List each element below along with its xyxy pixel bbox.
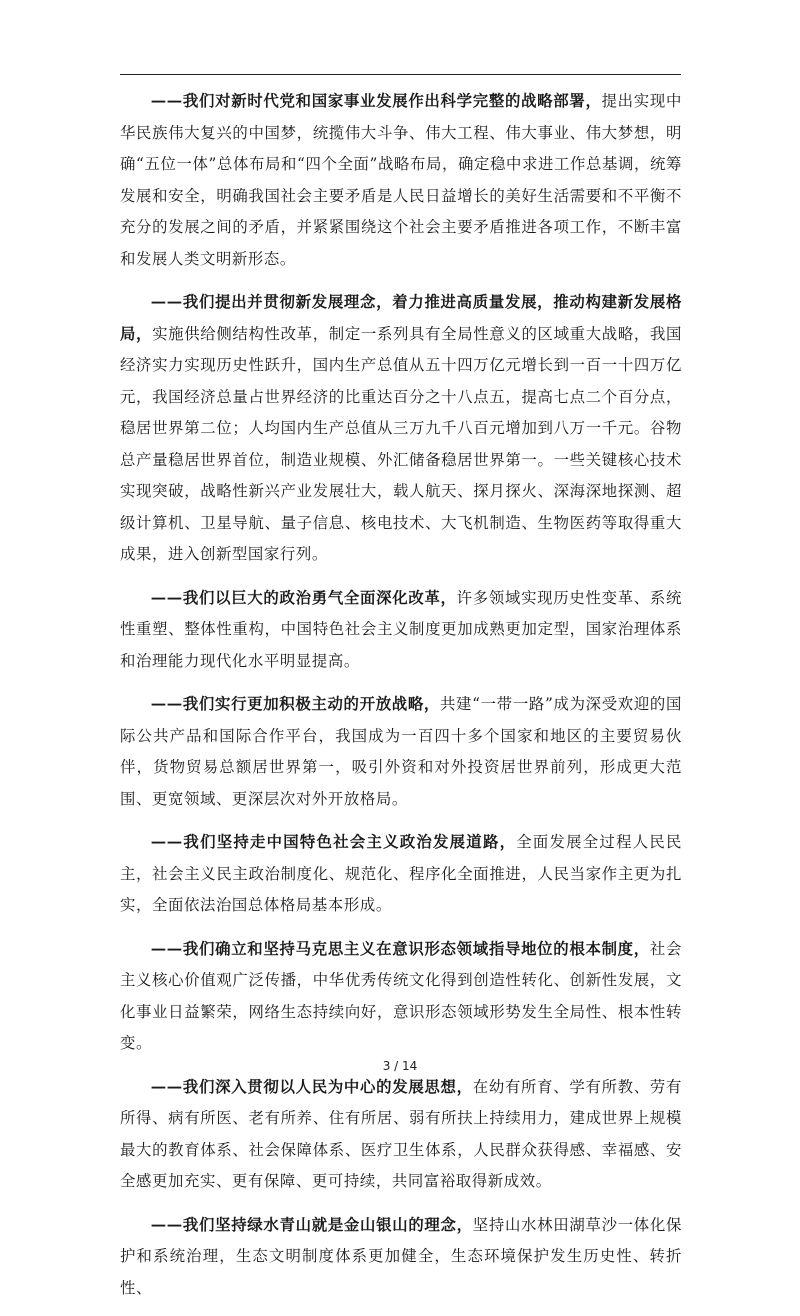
paragraph-text: 共建“一带一路”成为深受欢迎的国际公共产品和国际合作平台，我国成为一百四十多个国家和地区的主要贸易伙伴，货物贸易总额居世界第一，吸引外资和对外投资居世界前列，形成更大范围、更宽领域、更深层次对外开放格局。	[120, 695, 682, 808]
paragraph-opening-up	[120, 689, 682, 815]
paragraph-text: 全面发展全过程人民民主，社会主义民主政治制度化、规范化、程序化全面推进，人民当家作主更为扎实，全面依法治国总体格局基本形成。	[120, 833, 682, 914]
paragraph-lead: ——我们对新时代党和国家事业发展作出科学完整的战略部署，	[150, 92, 602, 110]
paragraph-deepen-reform	[120, 583, 682, 678]
paragraph-people-centered	[120, 1072, 682, 1198]
paragraph-strategic-deployment	[120, 86, 682, 275]
paragraph-lead: ——我们实行更加积极主动的开放战略，	[150, 695, 440, 713]
page-number: 3 / 14	[382, 1059, 418, 1073]
paragraph-lead: ——我们确立和坚持马克思主义在意识形态领域指导地位的根本制度，	[150, 939, 650, 958]
paragraph-text: 在幼有所育、学有所教、劳有所得、病有所医、老有所养、住有所居、弱有所扶上持续用力，建成世界上规模最大的教育体系、社会保障体系、医疗卫生体系，人民群众获得感、幸福感、安全感更加充实、更有保障、更可持续，共同富裕取得新成效。	[120, 1077, 682, 1190]
paragraph-political-development	[120, 827, 682, 922]
paragraph-ideology	[120, 934, 682, 1060]
paragraph-text: 许多领域实现历史性变革、系统性重塑、整体性重构，中国特色社会主义制度更加成熟更加定型，国家治理体系和治理能力现代化水平明显提高。	[120, 588, 682, 670]
paragraph-text: 提出实现中华民族伟大复兴的中国梦，统揽伟大斗争、伟大工程、伟大事业、伟大梦想，明确“五位一体”总体布局和“四个全面”战略布局，确定稳中求进工作总基调，统筹发展和安全，明确我国社会主要矛盾是人民日益增长的美好生活需要和不平衡不充分的发展之间的矛盾，并紧紧围绕这个社会主要矛盾推进各项工作，不断丰富和发展人类文明新形态。	[120, 92, 682, 268]
paragraph-text: 坚持山水林田湖草沙一体化保护和系统治理，生态文明制度体系更加健全，生态环境保护发生历史性、转折性、	[120, 1215, 682, 1297]
paragraph-text: 社会主义核心价值观广泛传播，中华优秀传统文化得到创造性转化、创新性发展，文化事业日益繁荣，网络生态持续向好，意识形态领域形势发生全局性、根本性转变。	[120, 939, 683, 1052]
paragraph-lead: ——我们提出并贯彻新发展理念，着力推进高质量发展，推动构建新发展格局，	[120, 293, 682, 343]
paragraph-green-development	[120, 1210, 682, 1305]
paragraph-lead: ——我们以巨大的政治勇气全面深化改革，	[150, 588, 457, 607]
paragraph-text: 实施供给侧结构性改革，制定一系列具有全局性意义的区域重大战略，我国经济实力实现历史性跃升，国内生产总值从五十四万亿元增长到一百一十四万亿元，我国经济总量占世界经济的比重达百分之十八点五，提高七点二个百分点，稳居世界第二位；人均国内生产总值从三万九千八百元增加到八万一千元。谷物总产量稳居世界首位，制造业规模、外汇储备稳居世界第一。一些关键核心技术实现突破，战略性新兴产业发展壮大，载人航天、探月探火、深海深地探测、超级计算机、卫星导航、量子信息、核电技术、大飞机制造、生物医药等取得重大成果，进入创新型国家行列。	[120, 324, 682, 563]
paragraph-lead: ——我们深入贯彻以人民为中心的发展思想，	[150, 1077, 473, 1096]
header-rule	[120, 74, 681, 75]
paragraph-lead: ——我们坚持走中国特色社会主义政治发展道路，	[150, 833, 517, 851]
paragraph-new-development	[120, 287, 682, 571]
paragraph-lead: ——我们坚持绿水青山就是金山银山的理念，	[150, 1215, 473, 1234]
